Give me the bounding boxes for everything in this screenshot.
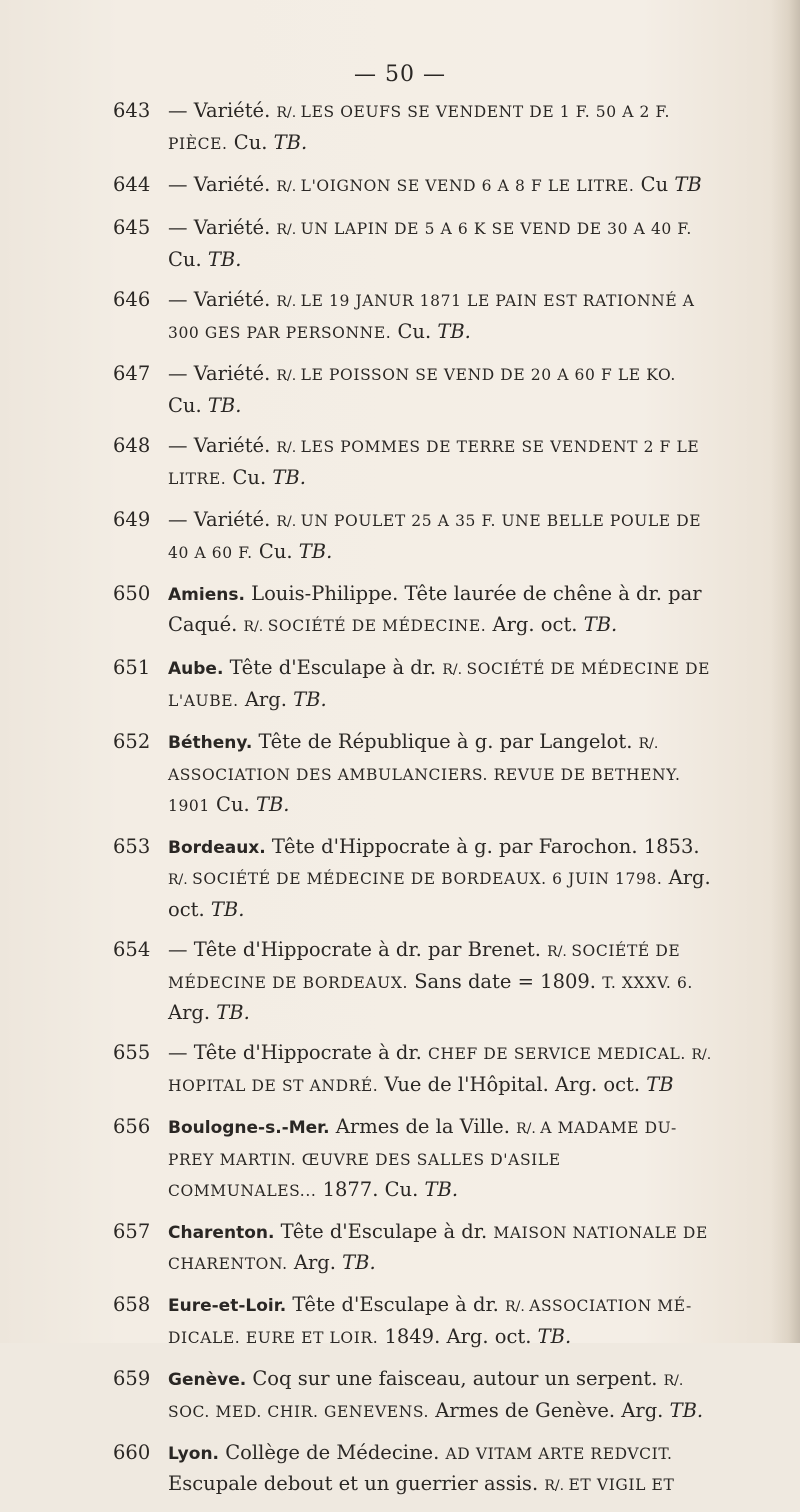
entry-quality: TB bbox=[646, 1073, 674, 1096]
entry-text: Tête d'Esculape à dr. bbox=[274, 1220, 494, 1243]
entry-quality: TB. bbox=[272, 466, 306, 489]
catalogue-entry bbox=[113, 285, 713, 348]
entry-text: — Variété. bbox=[168, 508, 277, 531]
entry-text: Tête d'Hippocrate à g. par Farochon. 1853. bbox=[265, 835, 700, 858]
entry-text: — Variété. bbox=[168, 288, 277, 311]
catalogue-entry bbox=[113, 727, 713, 821]
reverse-mark: R/. bbox=[276, 440, 301, 456]
catalogue-entry bbox=[113, 505, 713, 568]
entry-legend: SOCIÉTÉ DE MÉDECINE DE L'AUBE. bbox=[168, 660, 711, 710]
reverse-mark: R/. bbox=[276, 368, 301, 384]
entry-quality: TB bbox=[674, 173, 702, 196]
entry-text: Vue de l'Hôpital. Arg. oct. bbox=[378, 1073, 647, 1096]
entry-place: Amiens. bbox=[168, 585, 245, 605]
catalogue-entry bbox=[113, 213, 713, 274]
entry-number: 656 bbox=[113, 1115, 151, 1138]
entry-text: Cu. bbox=[226, 466, 273, 489]
catalogue-entry bbox=[113, 359, 713, 420]
entry-quality: TB. bbox=[537, 1325, 572, 1348]
catalogue-entries bbox=[113, 96, 713, 1512]
entry-number: 660 bbox=[113, 1441, 151, 1464]
entry-text: Tête d'Esculape à dr. bbox=[223, 656, 443, 679]
catalogue-entry bbox=[113, 1038, 713, 1101]
reverse-mark: R/. bbox=[547, 944, 572, 960]
entry-legend: SOCIÉTÉ DE MÉDECINE. bbox=[267, 617, 487, 635]
catalogue-entry bbox=[113, 579, 713, 642]
reverse-mark: R/. bbox=[168, 872, 193, 888]
entry-number: 651 bbox=[113, 656, 151, 679]
reverse-mark: R/. bbox=[276, 179, 301, 195]
entry-text: Cu. bbox=[391, 320, 438, 343]
entry-text: Louis-Philippe. Tête laurée de chêne à dr. par Caqué. bbox=[168, 582, 702, 636]
entry-quality: TB. bbox=[342, 1251, 376, 1274]
entry-number: 659 bbox=[113, 1367, 151, 1390]
entry-number: 655 bbox=[113, 1041, 151, 1064]
catalogue-entry bbox=[113, 832, 713, 924]
catalogue-entry bbox=[113, 1112, 713, 1206]
reverse-mark: R/. bbox=[442, 662, 467, 678]
reverse-mark: R/. bbox=[516, 1121, 541, 1137]
entry-text: Escupale debout et un guerrier assis. bbox=[168, 1472, 545, 1495]
entry-text: Cu. bbox=[209, 793, 256, 816]
catalogue-entry bbox=[113, 96, 713, 159]
entry-text: Cu bbox=[634, 173, 675, 196]
entry-number: 654 bbox=[113, 938, 151, 961]
reverse-mark: R/. bbox=[663, 1373, 684, 1389]
entry-number: 648 bbox=[113, 434, 151, 457]
entry-text: — Tête d'Hippocrate à dr. bbox=[168, 1041, 428, 1064]
entry-quality: TB. bbox=[583, 613, 618, 636]
entry-number: 657 bbox=[113, 1220, 151, 1243]
page-edge-shadow bbox=[770, 0, 800, 1343]
entry-text: Arg. oct. bbox=[168, 866, 711, 921]
entry-legend: SOCIÉTÉ DE MÉDECINE DE BORDEAUX. bbox=[168, 942, 681, 992]
entry-text: 1849. Arg. oct. bbox=[378, 1325, 538, 1348]
entry-legend: ASSOCIATION MÉ-DICALE. EURE ET LOIR. bbox=[168, 1297, 692, 1347]
reverse-mark: R/. bbox=[691, 1047, 712, 1063]
entry-number: 645 bbox=[113, 216, 151, 239]
entry-quality: TB. bbox=[216, 1001, 250, 1024]
entry-text: Coq sur une faisceau, autour un serpent. bbox=[246, 1367, 664, 1390]
entry-place: Bordeaux. bbox=[168, 838, 266, 858]
entry-quality: TB. bbox=[255, 793, 290, 816]
entry-place: Charenton. bbox=[168, 1223, 275, 1243]
entry-place: Genève. bbox=[168, 1370, 247, 1390]
entry-text: Collège de Médecine. bbox=[219, 1441, 446, 1464]
entry-legend: SOC. MED. CHIR. GENEVENS. bbox=[168, 1403, 430, 1421]
reverse-mark: R/. bbox=[276, 222, 301, 238]
entry-text: Cu. bbox=[168, 394, 208, 417]
reverse-mark: R/. bbox=[638, 736, 659, 752]
entry-legend: UN POULET 25 A 35 F. UNE BELLE POULE DE 40 A 60 F. bbox=[168, 512, 702, 562]
reverse-mark: R/. bbox=[276, 294, 301, 310]
entry-legend: ET VIGIL ET bbox=[568, 1476, 675, 1494]
entry-number: 650 bbox=[113, 582, 151, 605]
entry-number: 643 bbox=[113, 99, 151, 122]
entry-text: Sans date = 1809. bbox=[408, 970, 603, 993]
entry-legend: LE 19 JANUR 1871 LE PAIN EST RATIONNÉ A 300 GES PAR PERSONNE. bbox=[168, 292, 695, 342]
entry-number: 649 bbox=[113, 508, 151, 531]
entry-quality: TB. bbox=[207, 394, 242, 417]
entry-legend: UN LAPIN DE 5 A 6 K SE VEND DE 30 A 40 F. bbox=[300, 220, 692, 238]
entry-place: Boulogne-s.-Mer. bbox=[168, 1118, 330, 1138]
entry-number: 652 bbox=[113, 730, 151, 753]
entry-number: 644 bbox=[113, 173, 151, 196]
catalogue-entry bbox=[113, 170, 713, 202]
catalogue-entry bbox=[113, 431, 713, 494]
entry-text: — Tête d'Hippocrate à dr. par Brenet. bbox=[168, 938, 548, 961]
reverse-mark: R/. bbox=[243, 619, 268, 635]
reverse-mark: R/. bbox=[505, 1299, 530, 1315]
page-number: — 50 — bbox=[354, 62, 446, 87]
entry-legend: AD VITAM ARTE REDVCIT. bbox=[445, 1445, 673, 1463]
entry-legend: LES POMMES DE TERRE SE VENDENT 2 F LE LITRE. bbox=[168, 438, 700, 488]
entry-legend: CHEF DE SERVICE MEDICAL. bbox=[428, 1045, 692, 1063]
catalogue-entry bbox=[113, 1364, 713, 1427]
entry-quality: TB. bbox=[293, 688, 327, 711]
catalogue-entry bbox=[113, 1217, 713, 1279]
catalogue-entry bbox=[113, 1290, 713, 1353]
entry-place: Lyon. bbox=[168, 1444, 219, 1464]
entry-legend: SOCIÉTÉ DE MÉDECINE DE BORDEAUX. 6 JUIN 1798. bbox=[192, 870, 663, 888]
entry-quality: TB. bbox=[207, 248, 242, 271]
entry-text: Cu. bbox=[168, 248, 208, 271]
entry-quality: TB. bbox=[210, 898, 245, 921]
entry-legend: A MADAME DU-PREY MARTIN. ŒUVRE DES SALLES D'ASILE COMMUNALES... bbox=[168, 1119, 677, 1200]
entry-text: 1877. Cu. bbox=[316, 1178, 425, 1201]
entry-text: Armes de Genève. Arg. bbox=[429, 1399, 670, 1422]
entry-place: Eure-et-Loir. bbox=[168, 1296, 287, 1316]
catalogue-entry bbox=[113, 1438, 713, 1501]
entry-text: — Variété. bbox=[168, 362, 277, 385]
entry-place: Bétheny. bbox=[168, 733, 253, 753]
entry-text: Arg. bbox=[287, 1251, 343, 1274]
entry-text: Arg. bbox=[238, 688, 294, 711]
entry-number: 647 bbox=[113, 362, 151, 385]
entry-legend: L'OIGNON SE VEND 6 A 8 F LE LITRE. bbox=[300, 177, 635, 195]
entry-quality: TB. bbox=[273, 131, 308, 154]
catalogue-entry bbox=[113, 935, 713, 1027]
entry-text: — Variété. bbox=[168, 99, 277, 122]
entry-number: 646 bbox=[113, 288, 151, 311]
entry-text: — Variété. bbox=[168, 216, 277, 239]
entry-text: Arg. bbox=[168, 1001, 217, 1024]
reverse-mark: R/. bbox=[276, 105, 301, 121]
entry-legend: HOPITAL DE ST ANDRÉ. bbox=[168, 1077, 379, 1095]
entry-legend: LES OEUFS SE VENDENT DE 1 F. 50 A 2 F. PIÈCE. bbox=[168, 103, 670, 153]
entry-text: Cu. bbox=[227, 131, 274, 154]
entry-number: 653 bbox=[113, 835, 151, 858]
entry-text: Tête d'Esculape à dr. bbox=[286, 1293, 506, 1316]
entry-text: Armes de la Ville. bbox=[329, 1115, 517, 1138]
entry-text: — Variété. bbox=[168, 173, 277, 196]
entry-quality: TB. bbox=[424, 1178, 459, 1201]
entry-text: Cu. bbox=[252, 540, 299, 563]
entry-legend: LE POISSON SE VEND DE 20 A 60 F LE KO. bbox=[300, 366, 676, 384]
catalogue-entry bbox=[113, 653, 713, 716]
entry-text: Arg. oct. bbox=[486, 613, 584, 636]
entry-legend: MAISON NATIONALE DE CHARENTON. bbox=[168, 1224, 708, 1273]
entry-legend: ASSOCIATION DES AMBULANCIERS. REVUE DE BETHENY. 1901 bbox=[168, 766, 681, 815]
entry-legend: T. XXXV. 6. bbox=[602, 974, 693, 992]
reverse-mark: R/. bbox=[276, 514, 301, 530]
entry-number: 658 bbox=[113, 1293, 151, 1316]
entry-place: Aube. bbox=[168, 659, 224, 679]
entry-text: Tête de République à g. par Langelot. bbox=[252, 730, 639, 753]
reverse-mark: R/. bbox=[544, 1478, 569, 1494]
entry-quality: TB. bbox=[669, 1399, 704, 1422]
entry-quality: TB. bbox=[437, 320, 471, 343]
entry-quality: TB. bbox=[298, 540, 333, 563]
entry-text: — Variété. bbox=[168, 434, 277, 457]
